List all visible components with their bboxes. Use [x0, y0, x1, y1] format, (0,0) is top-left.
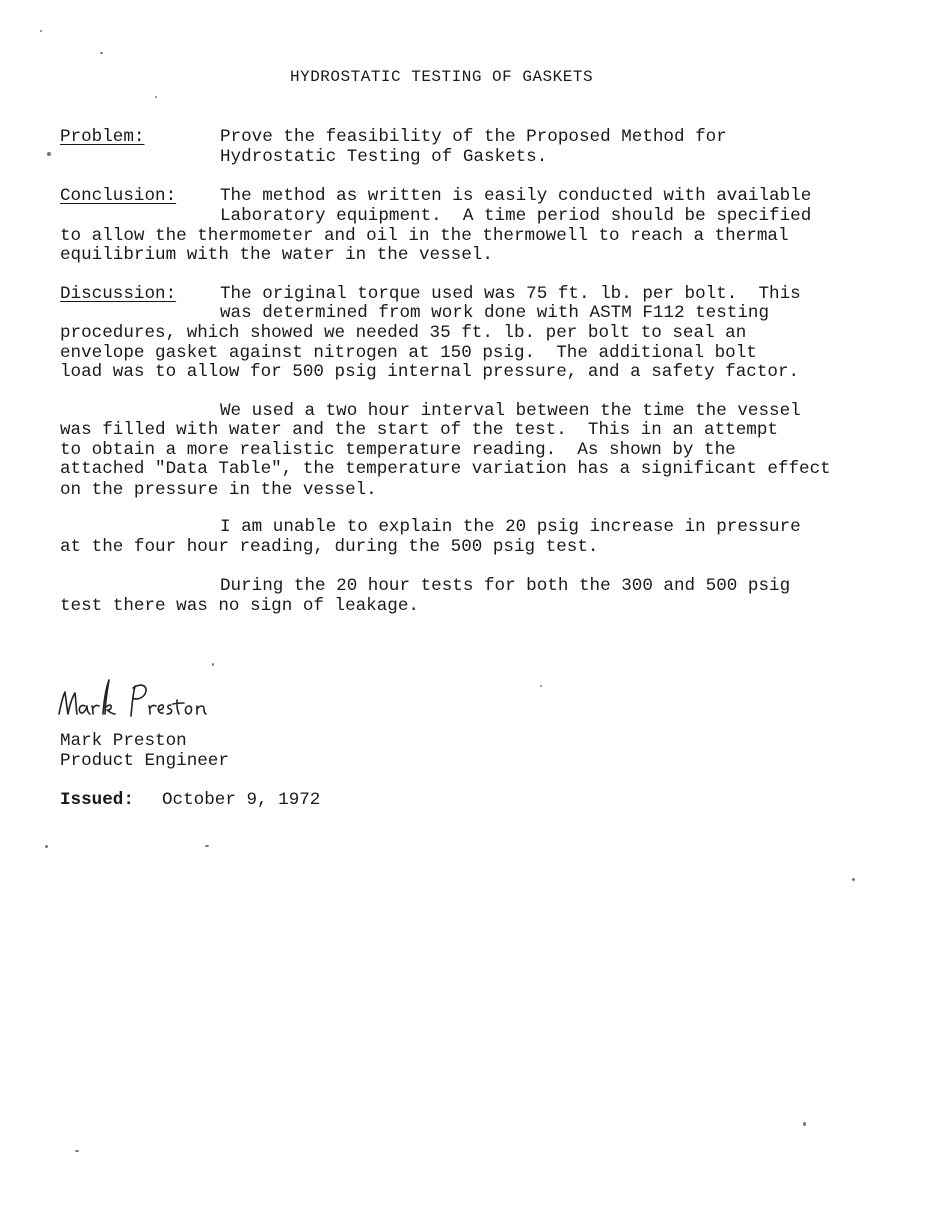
conclusion-line-4: equilibrium with the water in the vessel.: [60, 245, 493, 265]
document-title: HYDROSTATIC TESTING OF GASKETS: [290, 68, 594, 86]
scan-speck: [100, 52, 103, 54]
issued-label: Issued:: [60, 790, 134, 810]
discussion-p4-line-2: test there was no sign of leakage.: [60, 596, 419, 616]
scan-speck: [852, 878, 855, 881]
scan-speck: [212, 663, 214, 666]
discussion-p2-line-4: attached "Data Table", the temperature variation has a significant effect: [60, 459, 831, 479]
discussion-p1-line-3: procedures, which showed we needed 35 ft. lb. per bolt to seal an: [60, 323, 747, 343]
scan-speck: [155, 96, 157, 98]
discussion-p1-line-1: The original torque used was 75 ft. lb. per bolt. This: [220, 284, 801, 304]
problem-label: Problem:: [60, 127, 145, 147]
discussion-label: Discussion:: [60, 284, 177, 304]
discussion-p4-line-1: During the 20 hour tests for both the 300 and 500 psig: [220, 576, 791, 596]
discussion-p2-line-2: was filled with water and the start of the test. This in an attempt: [60, 420, 778, 440]
discussion-p3-line-1: I am unable to explain the 20 psig increase in pressure: [220, 517, 801, 537]
scan-speck: [540, 685, 542, 687]
discussion-p3-line-2: at the four hour reading, during the 500 psig test.: [60, 537, 599, 557]
scan-speck: [40, 30, 42, 32]
conclusion-line-3: to allow the thermometer and oil in the thermowell to reach a thermal: [60, 226, 789, 246]
conclusion-line-2: Laboratory equipment. A time period should be specified: [220, 206, 812, 226]
handwritten-signature: [55, 670, 255, 730]
discussion-p1-line-5: load was to allow for 500 psig internal pressure, and a safety factor.: [60, 362, 800, 382]
scan-speck: [75, 1150, 79, 1152]
conclusion-line-1: The method as written is easily conducted with available: [220, 186, 812, 206]
scan-speck: [205, 845, 209, 847]
signer-title: Product Engineer: [60, 751, 229, 771]
conclusion-label: Conclusion:: [60, 186, 177, 206]
issued-date: October 9, 1972: [162, 790, 321, 810]
discussion-p2-line-5: on the pressure in the vessel.: [60, 480, 377, 500]
scan-speck: [803, 1122, 806, 1126]
signer-name: Mark Preston: [60, 731, 187, 751]
scan-speck: [45, 845, 48, 848]
problem-line-1: Prove the feasibility of the Proposed Method for: [220, 127, 727, 147]
discussion-p1-line-2: was determined from work done with ASTM F112 testing: [220, 303, 770, 323]
discussion-p2-line-1: We used a two hour interval between the time the vessel: [220, 401, 801, 421]
discussion-p1-line-4: envelope gasket against nitrogen at 150 psig. The additional bolt: [60, 343, 757, 363]
discussion-p2-line-3: to obtain a more realistic temperature reading. As shown by the: [60, 440, 736, 460]
scan-speck: [47, 152, 51, 156]
problem-line-2: Hydrostatic Testing of Gaskets.: [220, 147, 548, 167]
